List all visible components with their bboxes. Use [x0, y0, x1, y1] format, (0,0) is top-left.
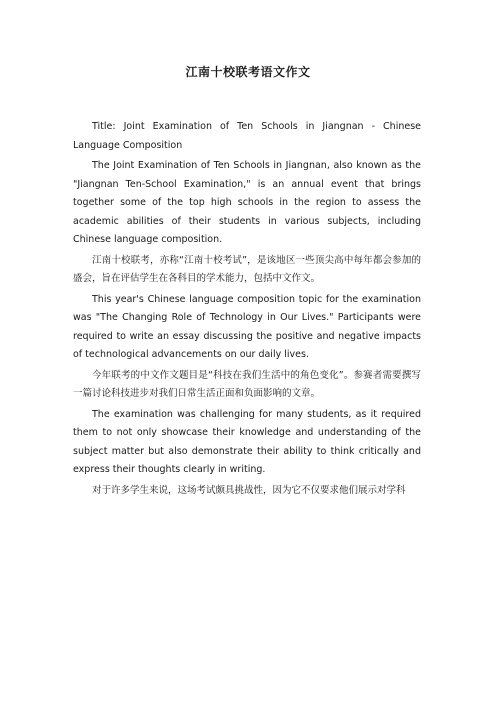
paragraph-challenge-en: The examination was challenging for many students, as it required them to not only showcase their knowledge and understanding of the subject matter but also demonstrate their ability to think critically and express their thoughts clearly in writing.	[73, 408, 421, 475]
paragraph-topic-zh: 今年联考的中文作文题目是“科技在我们生活中的角色变化”。参赛者需要撰写一篇讨论科技进步对我们日常生活正面和负面影响的文章。	[73, 369, 421, 399]
paragraph-intro-zh: 江南十校联考，亦称“江南十校考试”，是该地区一些顶尖高中每年都会参加的盛会，旨在评估学生在各科目的学术能力，包括中文作文。	[73, 254, 421, 284]
document-title: 江南十校联考语文作文	[185, 65, 311, 79]
document-body	[73, 118, 421, 502]
paragraph-challenge-zh: 对于许多学生来说，这场考试颇具挑战性，因为它不仅要求他们展示对学科	[92, 484, 406, 496]
paragraph-intro-en: The Joint Examination of Ten Schools in Jiangnan, also known as the "Jiangnan Ten-School Examination," is an annual event that brings together some of the top high schools in the region to assess the academic abilities of their students in various subjects, including Chinese language composition.	[73, 160, 421, 245]
paragraph-topic-en: This year's Chinese language composition topic for the examination was "The Changing Role of Technology in Our Lives." Participants were required to write an essay discussing the positive and negative impacts of technological advancements on our daily lives.	[73, 293, 421, 360]
paragraph-title-line: Title: Joint Examination of Ten Schools in Jiangnan - Chinese Language Composition	[73, 121, 421, 151]
